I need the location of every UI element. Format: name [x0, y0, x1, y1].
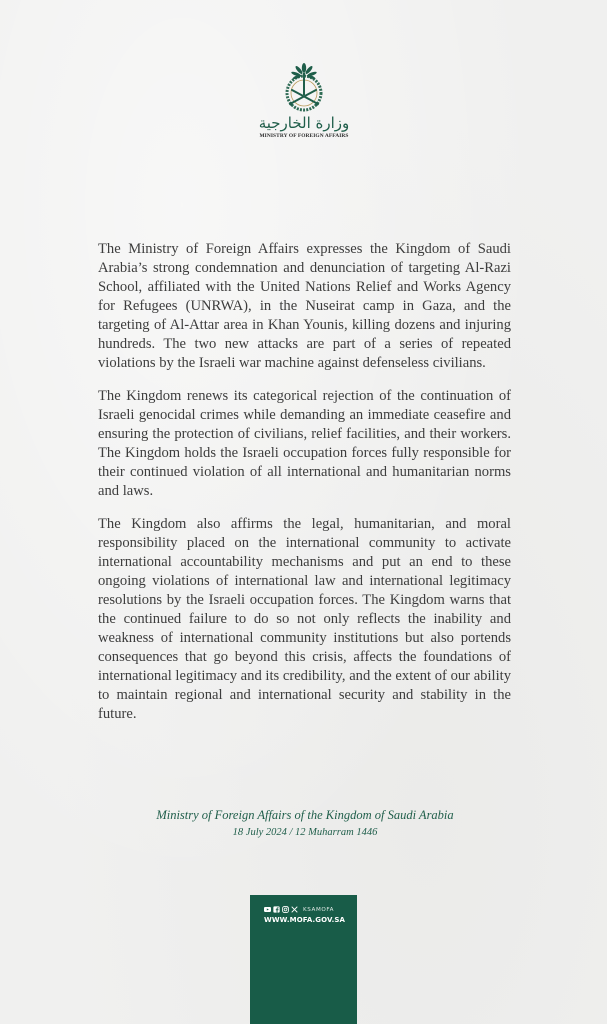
x-icon[interactable] [291, 906, 298, 913]
statement-paragraph: The Kingdom renews its categorical rejection of the continuation of Israeli genocidal crimes while demanding an immediate ceasefire and ensuring the protection of civilians, relief facilities, and their workers. The Kingdom holds the Israeli occupation forces fully responsible for their continued violation of all international and humanitarian norms and laws. [98, 388, 511, 499]
ministry-logo [253, 62, 355, 152]
youtube-icon[interactable] [264, 906, 271, 913]
facebook-icon[interactable] [273, 906, 280, 913]
ministry-english-name: MINISTRY OF FOREIGN AFFAIRS [259, 133, 349, 139]
ministry-arabic-name: وزارة الخارجية [258, 114, 350, 132]
statement-paragraph: The Ministry of Foreign Affairs expresses the Kingdom of Saudi Arabia’s strong condemnation and denunciation of targeting Al-Razi School, affiliated with the United Nations Relief and Works Agency for Refugees (UNRWA), in the Nuseirat camp in Gaza, and the targeting of Al-Attar area in Khan Younis, killing dozens and injuring hundreds. The two new attacks are part of a series of repeated violations by the Israeli war machine against defenseless civilians. [98, 241, 511, 371]
saudi-emblem-icon [281, 62, 327, 114]
social-links [264, 906, 334, 913]
statement-paragraph: The Kingdom also affirms the legal, humanitarian, and moral responsibility placed on the international community to activate international accountability mechanisms and put an end to these ongoing violations of international law and international legitimacy resolutions by the Israeli occupation forces. The Kingdom warns that the continued failure to do so not only reflects the inability and weakness of international community institutions but also portends consequences that go beyond this crisis, affects the foundations of international legitimacy and its credibility, and the extent of our ability to maintain regional and international security and stability in the future. [98, 516, 511, 722]
statement-date: 18 July 2024 / 12 Muharram 1446 [232, 827, 378, 838]
social-handle: KSAMOFA [303, 906, 335, 913]
instagram-icon[interactable] [282, 906, 289, 913]
signature-block [100, 806, 510, 840]
statement-body [98, 240, 511, 738]
footer-panel [250, 895, 357, 1024]
website-link[interactable]: WWW.MOFA.GOV.SA [264, 916, 345, 924]
issuer-name: Ministry of Foreign Affairs of the Kingdom of Saudi Arabia [156, 808, 454, 822]
